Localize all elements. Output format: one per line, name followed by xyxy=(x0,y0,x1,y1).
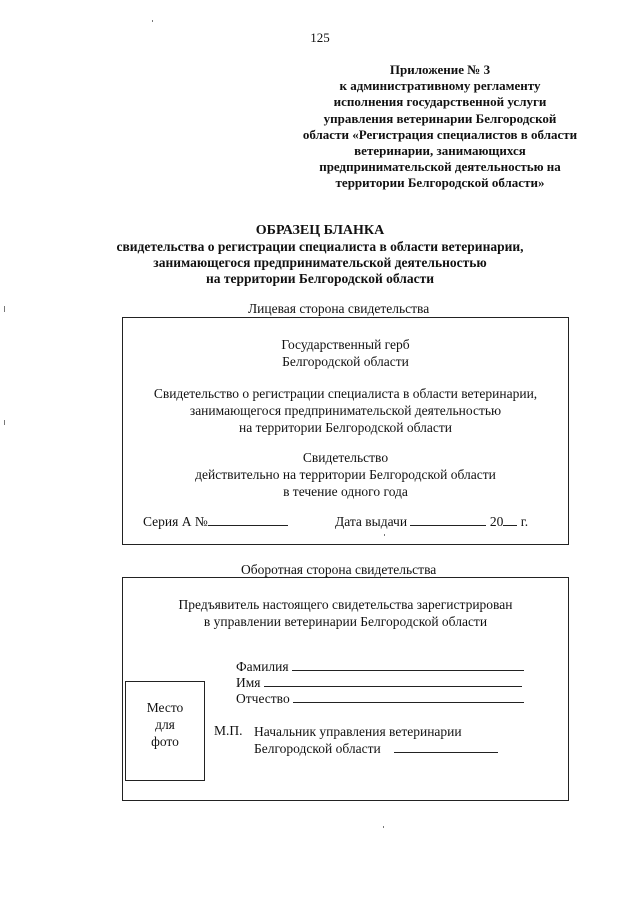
appendix-line: территории Белгородской области» xyxy=(335,175,545,191)
form-title xyxy=(0,223,640,287)
appendix-line: Приложение № 3 xyxy=(389,62,491,77)
series-label: Серия А № xyxy=(143,514,208,529)
head-line: Начальник управления ветеринарии xyxy=(254,724,462,739)
form-title-line: на территории Белгородской области xyxy=(205,271,435,286)
appendix-line: ветеринарии, занимающихся xyxy=(354,143,526,159)
coat-line: Белгородской области xyxy=(282,354,409,369)
name-field xyxy=(236,675,522,691)
photo-line: для xyxy=(155,717,175,732)
signature-blank xyxy=(394,752,498,753)
validity-text xyxy=(123,449,568,500)
validity-line: Свидетельство xyxy=(302,450,389,465)
scan-speck xyxy=(152,20,153,22)
issue-date-field xyxy=(335,514,528,530)
year-prefix: 20 xyxy=(489,514,504,529)
form-heading: ОБРАЗЕЦ БЛАНКА xyxy=(255,223,385,238)
issue-date-label: Дата выдачи xyxy=(335,514,408,529)
photo-placeholder xyxy=(125,681,205,781)
certificate-text xyxy=(123,385,568,436)
holder-line: в управлении ветеринарии Белгородской области xyxy=(203,614,488,629)
coat-line: Государственный герб xyxy=(281,337,410,352)
scan-speck xyxy=(383,826,384,828)
issue-date-blank xyxy=(410,525,486,526)
front-side-box xyxy=(122,317,569,545)
patronymic-label: Отчество xyxy=(236,691,290,706)
name-label: Имя xyxy=(236,675,261,690)
patronymic-field xyxy=(236,691,524,707)
form-title-line: занимающегося предпринимательской деятельностью xyxy=(153,255,487,270)
photo-line: Место xyxy=(146,700,184,715)
scan-speck xyxy=(384,534,385,536)
page-number: 125 xyxy=(310,30,330,45)
coat-of-arms-text xyxy=(123,336,568,370)
head-line: Белгородской области xyxy=(254,741,381,756)
appendix-line: к административному регламенту xyxy=(339,78,541,94)
year-blank xyxy=(503,525,517,526)
head-signature-line xyxy=(254,740,498,757)
scan-speck xyxy=(4,306,5,312)
holder-text xyxy=(123,596,568,630)
year-suffix: г. xyxy=(520,514,529,529)
appendix-header xyxy=(282,62,598,192)
validity-line: в течение одного года xyxy=(283,484,408,499)
appendix-line: области «Регистрация специалистов в области xyxy=(302,126,578,142)
patronymic-blank xyxy=(293,702,524,703)
front-side-label: Лицевая сторона свидетельства xyxy=(248,301,430,316)
photo-text xyxy=(126,699,204,750)
certificate-line: Свидетельство о регистрации специалиста в области ветеринарии, xyxy=(153,386,538,401)
form-title-line: свидетельства о регистрации специалиста в области ветеринарии, xyxy=(116,239,524,254)
series-field xyxy=(143,514,288,530)
validity-line: действительно на территории Белгородской области xyxy=(195,467,496,482)
stamp-label: М.П. xyxy=(214,723,243,738)
series-blank xyxy=(208,525,288,526)
certificate-line: занимающегося предпринимательской деятельностью xyxy=(189,403,502,418)
back-side-box xyxy=(122,577,569,801)
photo-line: фото xyxy=(151,734,179,749)
scan-speck xyxy=(4,420,5,425)
surname-field xyxy=(236,659,524,675)
appendix-line: предпринимательской деятельностью на xyxy=(319,159,561,175)
appendix-line: управления ветеринарии Белгородской xyxy=(323,110,557,126)
holder-line: Предъявитель настоящего свидетельства зарегистрирован xyxy=(178,597,513,612)
head-signature xyxy=(254,723,498,757)
certificate-line: на территории Белгородской области xyxy=(238,420,452,435)
surname-blank xyxy=(292,670,524,671)
back-side-label: Оборотная сторона свидетельства xyxy=(241,562,437,577)
name-blank xyxy=(264,686,522,687)
appendix-line: исполнения государственной услуги xyxy=(333,94,547,110)
surname-label: Фамилия xyxy=(236,659,289,674)
